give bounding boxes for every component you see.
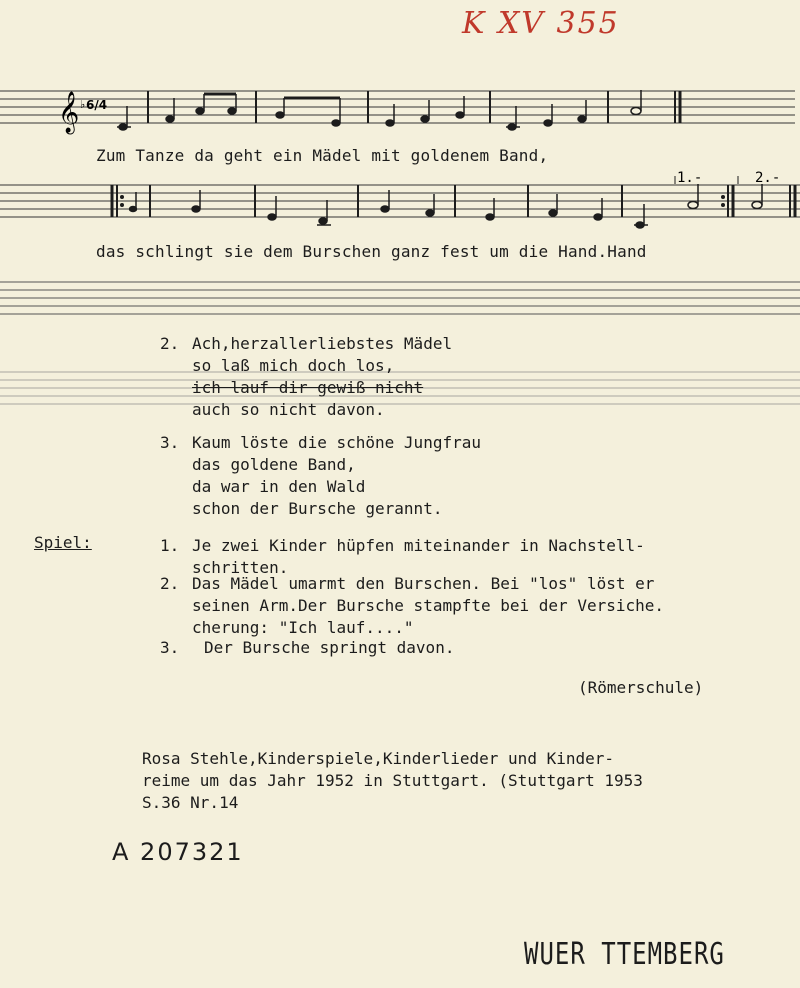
treble-clef-icon: 𝄞	[58, 92, 80, 133]
spiel-step-2-number: 2.	[160, 574, 180, 593]
ending-2-label: 2.-	[755, 170, 781, 186]
verse-3-line-2: das goldene Band,	[192, 455, 356, 474]
empty-staff-3	[0, 278, 800, 318]
spiel-step-3-line-1: Der Bursche springt davon.	[204, 638, 455, 657]
source-line-3: S.36 Nr.14	[142, 793, 239, 812]
verse-2-number: 2.	[160, 334, 180, 353]
music-staff-2	[0, 172, 800, 232]
verse-2-line-2: so laß mich doch los,	[192, 356, 395, 375]
source-line-1: Rosa Stehle,Kinderspiele,Kinderlieder und Kinder-	[142, 749, 615, 768]
verse-2-line-1: Ach,herzallerliebstes Mädel	[192, 334, 453, 353]
school-name: (Römerschule)	[578, 678, 704, 697]
lyric-line-2: das schlingt sie dem Burschen ganz fest um die Hand.Hand	[96, 242, 647, 261]
spiel-step-1-number: 1.	[160, 536, 180, 555]
verse-3-number: 3.	[160, 433, 180, 452]
notes-staff-1	[117, 90, 641, 130]
time-signature-icon: 6/4	[86, 98, 108, 112]
music-staff-1	[0, 86, 800, 146]
spiel-label: Spiel:	[34, 533, 92, 552]
spiel-step-2-line-1: Das Mädel umarmt den Burschen. Bei "los" löst er	[192, 574, 655, 593]
verse-3-line-1: Kaum löste die schöne Jungfrau	[192, 433, 481, 452]
verse-2-line-4: auch so nicht davon.	[192, 400, 385, 419]
region-stamp: WUER TTEMBERG	[524, 936, 725, 972]
verse-3-line-3: da war in den Wald	[192, 477, 366, 496]
lyric-line-1: Zum Tanze da geht ein Mädel mit goldenem Band,	[96, 146, 549, 165]
verse-3-line-4: schon der Bursche gerannt.	[192, 499, 443, 518]
spiel-step-1-line-1: Je zwei Kinder hüpfen miteinander in Nachstell-	[192, 536, 645, 555]
spiel-step-2-line-2: seinen Arm.Der Bursche stampfte bei der Versiche.	[192, 596, 665, 615]
source-line-2: reime um das Jahr 1952 in Stuttgart. (Stuttgart 1953	[142, 771, 643, 790]
key-signature-flat-icon: ♭	[80, 98, 86, 111]
notes-staff-2	[130, 184, 763, 228]
verse-2-line-3: ich lauf dir gewiß nicht	[192, 378, 424, 397]
spiel-step-1-line-2: schritten.	[192, 558, 289, 577]
spiel-step-3-number: 3.	[160, 638, 180, 657]
ending-1-label: 1.-	[677, 170, 703, 186]
archive-id-annotation: K XV 355	[462, 6, 620, 41]
catalog-number: A 207321	[112, 838, 244, 866]
spiel-step-2-line-3: cherung: "Ich lauf...."	[192, 618, 414, 637]
